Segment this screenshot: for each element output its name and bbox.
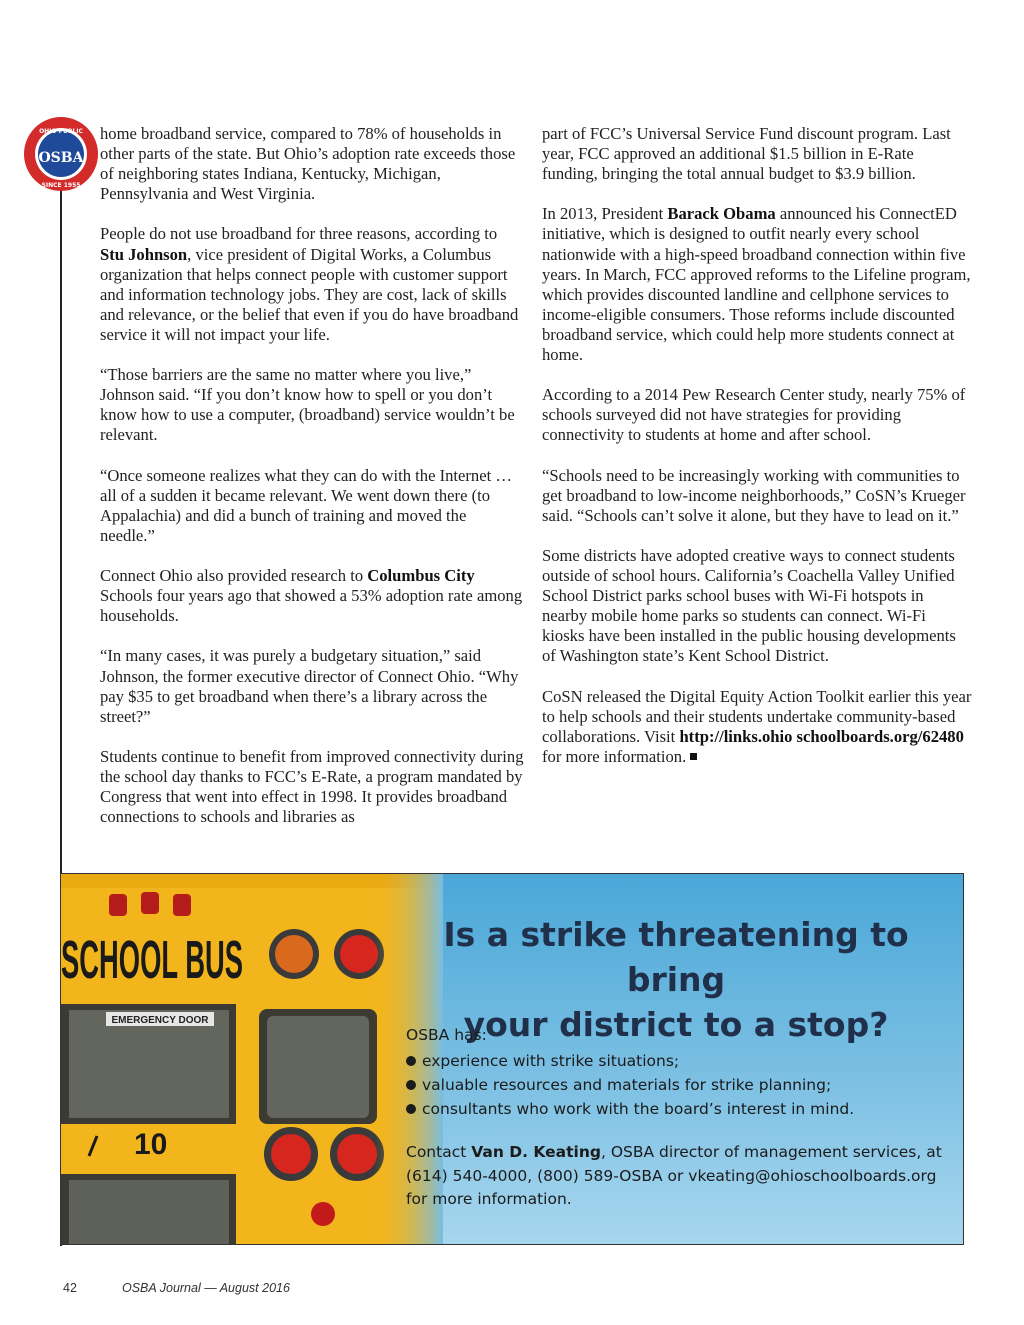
ad-intro: OSBA has: [406,1026,487,1044]
bullet-dot-icon [406,1056,416,1066]
article-paragraph [542,546,972,667]
article-paragraph [100,124,525,204]
article-left-column [100,124,525,847]
ad-headline-line-1: Is a strike threatening to bring [443,915,909,999]
contact-name: Van D. Keating [471,1143,601,1161]
ad-bullet-text: valuable resources and materials for strike planning; [422,1076,832,1094]
ad-contact [406,1141,946,1212]
paragraph-text: “Those barriers are the same no matter where you live,” Johnson said. “If you don’t know how to spell or you don’t know how to use a computer, (broadband) service wouldn’t be relevant. [100,365,515,445]
paragraph-text: Schools four years ago that showed a 53% adoption rate among households. [100,586,523,626]
svg-text:OSBA: OSBA [38,150,84,166]
ad-headline [406,912,946,1047]
paragraph-text: announced his ConnectED initiative, which is designed to outfit nearly every school nationwide with a high-speed broadband connection within five years. In March, FCC approved reforms to the Lifeline program, which provides discounted landline and cellphone services to income-eligible consumers. Those reforms include discounted broadband service, which could help more students connect at home. [542,204,971,365]
ad-bullet [406,1073,854,1097]
page-number: 42 [63,1281,77,1295]
ad-headline-line-2: your district to a stop? [463,1005,889,1044]
bold-name: Columbus City [367,566,475,586]
article-right-column [542,124,972,787]
article-paragraph [542,385,972,445]
ad-bullet-text: consultants who work with the board’s interest in mind. [422,1100,855,1118]
paragraph-text: home broadband service, compared to 78% of households in other parts of the state. But Ohio’s adoption rate exceeds those of neighboring states Indiana, Kentucky, Michigan, Pennsylvania and West Virginia. [100,124,516,204]
article-paragraph [542,124,972,184]
paragraph-text: According to a 2014 Pew Research Center study, nearly 75% of schools surveyed did not have strategies for providing connectivity to students at home and after school. [542,385,966,445]
article-paragraph [542,204,972,365]
article-paragraph [100,466,525,546]
bullet-dot-icon [406,1080,416,1090]
article-paragraph [100,566,525,626]
svg-text:SINCE 1955: SINCE 1955 [41,182,81,189]
paragraph-text: In 2013, President [542,204,668,224]
paragraph-text: CoSN released the Digital Equity Action Toolkit earlier this year to help schools and their students undertake community-based collaborations. Visit [542,686,972,746]
paragraph-text: “In many cases, it was purely a budgetary situation,” said Johnson, the former executive director of Connect Ohio. “Why pay $35 to get broadband when there’s a library across the street?” [100,646,519,726]
bold-name: Barack Obama [667,204,776,224]
ad-bullet-list [406,1049,854,1121]
ad-bullet [406,1049,854,1073]
bold-name: Stu Johnson [100,244,188,264]
ad-bullet [406,1097,854,1121]
paragraph-text: part of FCC’s Universal Service Fund discount program. Last year, FCC approved an additional $1.5 billion in E-Rate funding, bringing the total annual budget to $3.9 billion. [542,124,951,184]
paragraph-text: “Once someone realizes what they can do with the Internet … all of a sudden it became relevant. We went down there (to Appalachia) and did a bunch of training and moved the needle.” [100,465,512,545]
article-paragraph [100,646,525,726]
article-paragraph [100,365,525,445]
svg-text:OHIO PUBLIC: OHIO PUBLIC [39,128,83,135]
article-paragraph [100,224,525,345]
contact-prefix: Contact [406,1143,472,1161]
article-paragraph [542,466,972,526]
paragraph-text: , vice president of Digital Works, a Columbus organization that helps connect people with customer support and information technology jobs. They are cost, lack of skills and relevance, or the belief that even if you do have broadband service it will not impact your life. [100,244,519,344]
end-of-article-icon [690,753,697,760]
school-bus-image [61,874,443,1244]
paragraph-text: Students continue to benefit from improved connectivity during the school day thanks to FCC’s E-Rate, a program mandated by Congress that went into effect in 1998. It provides broadband connections to schools and libraries as [100,746,524,827]
paragraph-text: Some districts have adopted creative ways to connect students outside of school hours. California’s Coachella Valley Unified School District parks school buses with Wi-Fi hotspots in nearby mobile home parks so students can connect. Wi-Fi kiosks have been installed in the public housing developments of Washington state’s Kent School District. [542,545,956,666]
article-paragraph [100,747,525,827]
ad-bullet-text: experience with strike situations; [422,1052,680,1070]
paragraph-text: for more information. [542,746,687,766]
bold-name: http://links.ohio schoolboards.org/62480 [679,726,964,746]
contact-details: , OSBA director of management services, at (614) 540-4000, (800) 589-OSBA or vkeating@ohioschoolboards.org for more information. [406,1143,942,1208]
strike-advertisement [60,873,964,1245]
bullet-dot-icon [406,1104,416,1114]
paragraph-text: Connect Ohio also provided research to [100,566,368,586]
publication-footer: OSBA Journal — August 2016 [122,1281,290,1295]
paragraph-text: People do not use broadband for three reasons, according to [100,224,498,244]
ad-copy [406,874,946,1208]
paragraph-text: “Schools need to be increasingly working with communities to get broadband to low-income neighborhoods,” CoSN’s Krueger said. “Schools can’t solve it alone, but they have to lead on it.” [542,465,966,525]
article-paragraph [542,687,972,767]
osba-seal-logo [22,115,100,193]
